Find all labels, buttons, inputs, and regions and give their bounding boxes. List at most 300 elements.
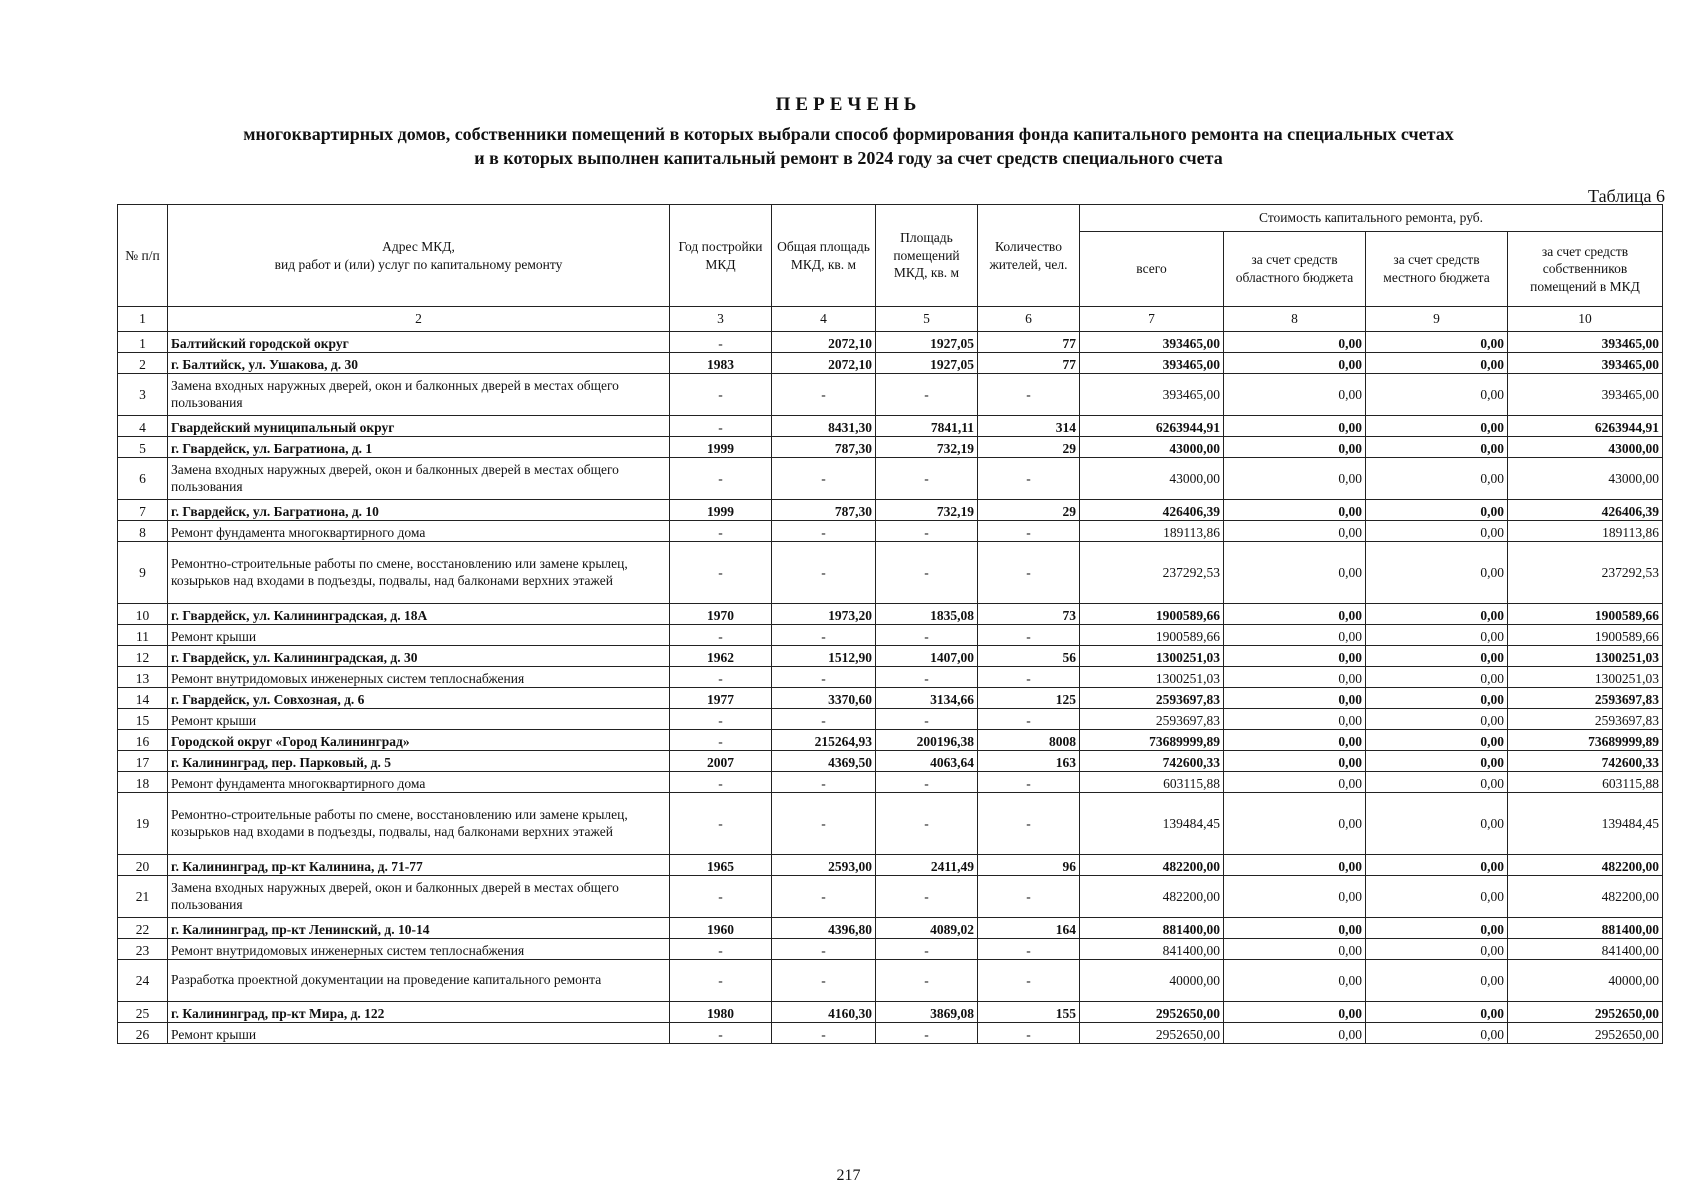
row-number: 20	[118, 855, 168, 876]
table-row	[118, 437, 1663, 458]
row-cost-regional: 0,00	[1224, 625, 1366, 646]
row-total-area: -	[772, 521, 876, 542]
row-residents: 77	[978, 332, 1080, 353]
row-cost-local: 0,00	[1366, 437, 1508, 458]
row-cost-regional: 0,00	[1224, 458, 1366, 500]
row-residents: -	[978, 1023, 1080, 1044]
row-year: -	[670, 667, 772, 688]
row-cost-regional: 0,00	[1224, 793, 1366, 855]
row-number: 15	[118, 709, 168, 730]
row-residents: -	[978, 521, 1080, 542]
table-row	[118, 332, 1663, 353]
row-year: -	[670, 730, 772, 751]
row-cost-total: 393465,00	[1080, 332, 1224, 353]
row-cost-owners: 393465,00	[1508, 332, 1663, 353]
row-year: -	[670, 793, 772, 855]
row-cost-local: 0,00	[1366, 688, 1508, 709]
row-year: 1999	[670, 500, 772, 521]
row-cost-local: 0,00	[1366, 918, 1508, 939]
row-number: 19	[118, 793, 168, 855]
column-number: 2	[168, 307, 670, 332]
header-total-area: Общая площадь МКД, кв. м	[772, 205, 876, 307]
row-cost-regional: 0,00	[1224, 353, 1366, 374]
header-cost-local: за счет средств местного бюджета	[1366, 232, 1508, 307]
row-cost-total: 2952650,00	[1080, 1002, 1224, 1023]
row-cost-owners: 1300251,03	[1508, 667, 1663, 688]
row-cost-regional: 0,00	[1224, 688, 1366, 709]
row-address: Замена входных наружных дверей, окон и балконных дверей в местах общего пользования	[168, 458, 670, 500]
row-cost-owners: 1300251,03	[1508, 646, 1663, 667]
row-rooms-area: 732,19	[876, 500, 978, 521]
row-number: 24	[118, 960, 168, 1002]
row-cost-local: 0,00	[1366, 646, 1508, 667]
document-subtitle-line1: многоквартирных домов, собственники помещений в которых выбрали способ формирования фонда капитального ремонта на специальных счетах	[243, 124, 1454, 144]
row-cost-owners: 43000,00	[1508, 458, 1663, 500]
column-number: 8	[1224, 307, 1366, 332]
row-cost-owners: 2593697,83	[1508, 688, 1663, 709]
row-number: 10	[118, 604, 168, 625]
row-address: Замена входных наружных дверей, окон и балконных дверей в местах общего пользования	[168, 374, 670, 416]
table-row	[118, 625, 1663, 646]
row-total-area: -	[772, 709, 876, 730]
header-rooms-area: Площадь помещений МКД, кв. м	[876, 205, 978, 307]
row-cost-regional: 0,00	[1224, 751, 1366, 772]
row-total-area: -	[772, 939, 876, 960]
row-cost-local: 0,00	[1366, 772, 1508, 793]
row-address: Ремонт крыши	[168, 709, 670, 730]
row-residents: -	[978, 876, 1080, 918]
row-address: г. Гвардейск, ул. Багратиона, д. 10	[168, 500, 670, 521]
row-cost-local: 0,00	[1366, 416, 1508, 437]
row-address: г. Гвардейск, ул. Калининградская, д. 18А	[168, 604, 670, 625]
row-cost-regional: 0,00	[1224, 667, 1366, 688]
row-cost-total: 393465,00	[1080, 374, 1224, 416]
row-rooms-area: -	[876, 667, 978, 688]
row-year: 1960	[670, 918, 772, 939]
row-total-area: 2072,10	[772, 353, 876, 374]
row-total-area: 787,30	[772, 437, 876, 458]
row-total-area: 3370,60	[772, 688, 876, 709]
row-address: г. Калининград, пр-кт Ленинский, д. 10-14	[168, 918, 670, 939]
row-cost-total: 482200,00	[1080, 855, 1224, 876]
row-number: 5	[118, 437, 168, 458]
table-row	[118, 458, 1663, 500]
row-address: Замена входных наружных дверей, окон и балконных дверей в местах общего пользования	[168, 876, 670, 918]
row-cost-total: 1300251,03	[1080, 646, 1224, 667]
row-number: 1	[118, 332, 168, 353]
row-year: -	[670, 960, 772, 1002]
row-year: -	[670, 625, 772, 646]
row-cost-total: 189113,86	[1080, 521, 1224, 542]
row-cost-local: 0,00	[1366, 793, 1508, 855]
table-row	[118, 416, 1663, 437]
row-cost-total: 2952650,00	[1080, 1023, 1224, 1044]
row-residents: -	[978, 625, 1080, 646]
row-total-area: 787,30	[772, 500, 876, 521]
row-year: -	[670, 332, 772, 353]
row-cost-owners: 237292,53	[1508, 542, 1663, 604]
row-rooms-area: 3134,66	[876, 688, 978, 709]
row-cost-owners: 1900589,66	[1508, 625, 1663, 646]
row-cost-local: 0,00	[1366, 500, 1508, 521]
header-cost-group: Стоимость капитального ремонта, руб.	[1080, 205, 1663, 232]
row-cost-total: 43000,00	[1080, 437, 1224, 458]
row-rooms-area: -	[876, 939, 978, 960]
row-total-area: -	[772, 542, 876, 604]
column-number: 1	[118, 307, 168, 332]
row-cost-local: 0,00	[1366, 332, 1508, 353]
row-address: Балтийский городской округ	[168, 332, 670, 353]
row-residents: -	[978, 960, 1080, 1002]
row-number: 4	[118, 416, 168, 437]
row-number: 7	[118, 500, 168, 521]
row-cost-owners: 2952650,00	[1508, 1002, 1663, 1023]
row-cost-local: 0,00	[1366, 353, 1508, 374]
row-cost-local: 0,00	[1366, 730, 1508, 751]
row-cost-owners: 1900589,66	[1508, 604, 1663, 625]
row-year: 1983	[670, 353, 772, 374]
row-residents: 155	[978, 1002, 1080, 1023]
row-number: 22	[118, 918, 168, 939]
row-cost-regional: 0,00	[1224, 604, 1366, 625]
row-cost-total: 881400,00	[1080, 918, 1224, 939]
row-residents: -	[978, 458, 1080, 500]
row-cost-owners: 73689999,89	[1508, 730, 1663, 751]
row-rooms-area: -	[876, 521, 978, 542]
table-row	[118, 793, 1663, 855]
row-year: 2007	[670, 751, 772, 772]
row-year: -	[670, 1023, 772, 1044]
header-cost-owners: за счет средств собственников помещений в МКД	[1508, 232, 1663, 307]
row-rooms-area: 1927,05	[876, 332, 978, 353]
row-year: -	[670, 542, 772, 604]
header-residents: Количество жителей, чел.	[978, 205, 1080, 307]
row-residents: -	[978, 939, 1080, 960]
row-number: 12	[118, 646, 168, 667]
row-year: -	[670, 939, 772, 960]
row-cost-owners: 742600,33	[1508, 751, 1663, 772]
row-residents: 314	[978, 416, 1080, 437]
row-total-area: -	[772, 793, 876, 855]
row-year: -	[670, 374, 772, 416]
row-total-area: -	[772, 772, 876, 793]
row-total-area: 4160,30	[772, 1002, 876, 1023]
row-rooms-area: 3869,08	[876, 1002, 978, 1023]
row-cost-total: 603115,88	[1080, 772, 1224, 793]
row-cost-owners: 393465,00	[1508, 353, 1663, 374]
row-cost-total: 393465,00	[1080, 353, 1224, 374]
row-cost-total: 426406,39	[1080, 500, 1224, 521]
row-number: 25	[118, 1002, 168, 1023]
row-number: 6	[118, 458, 168, 500]
row-total-area: 4396,80	[772, 918, 876, 939]
row-rooms-area: 200196,38	[876, 730, 978, 751]
row-residents: -	[978, 793, 1080, 855]
row-total-area: -	[772, 625, 876, 646]
row-cost-owners: 426406,39	[1508, 500, 1663, 521]
row-cost-regional: 0,00	[1224, 1023, 1366, 1044]
row-address: Гвардейский муниципальный округ	[168, 416, 670, 437]
row-cost-local: 0,00	[1366, 625, 1508, 646]
row-address: г. Гвардейск, ул. Совхозная, д. 6	[168, 688, 670, 709]
row-cost-owners: 603115,88	[1508, 772, 1663, 793]
row-cost-regional: 0,00	[1224, 772, 1366, 793]
row-cost-local: 0,00	[1366, 458, 1508, 500]
row-rooms-area: -	[876, 458, 978, 500]
row-address: Ремонтно-строительные работы по смене, восстановлению или замене крылец, козырьков над входами в подъезды, подвалы, над балконами верхних этажей	[168, 793, 670, 855]
header-cost-regional: за счет средств областного бюджета	[1224, 232, 1366, 307]
row-cost-regional: 0,00	[1224, 918, 1366, 939]
row-total-area: 215264,93	[772, 730, 876, 751]
table-row	[118, 521, 1663, 542]
row-cost-total: 2593697,83	[1080, 688, 1224, 709]
row-total-area: -	[772, 1023, 876, 1044]
row-rooms-area: -	[876, 772, 978, 793]
row-total-area: -	[772, 876, 876, 918]
row-number: 3	[118, 374, 168, 416]
row-cost-local: 0,00	[1366, 855, 1508, 876]
row-cost-local: 0,00	[1366, 521, 1508, 542]
row-address: г. Гвардейск, ул. Калининградская, д. 30	[168, 646, 670, 667]
row-total-area: -	[772, 374, 876, 416]
row-cost-total: 73689999,89	[1080, 730, 1224, 751]
row-rooms-area: -	[876, 625, 978, 646]
table-row	[118, 772, 1663, 793]
column-number: 3	[670, 307, 772, 332]
row-total-area: -	[772, 458, 876, 500]
row-rooms-area: -	[876, 1023, 978, 1044]
row-residents: 125	[978, 688, 1080, 709]
row-residents: 73	[978, 604, 1080, 625]
row-rooms-area: 732,19	[876, 437, 978, 458]
table-row	[118, 1023, 1663, 1044]
row-cost-local: 0,00	[1366, 542, 1508, 604]
row-cost-owners: 139484,45	[1508, 793, 1663, 855]
row-cost-total: 2593697,83	[1080, 709, 1224, 730]
row-year: 1977	[670, 688, 772, 709]
row-address: Ремонт фундамента многоквартирного дома	[168, 521, 670, 542]
row-residents: -	[978, 709, 1080, 730]
row-year: -	[670, 416, 772, 437]
row-cost-regional: 0,00	[1224, 374, 1366, 416]
row-total-area: -	[772, 960, 876, 1002]
row-cost-total: 482200,00	[1080, 876, 1224, 918]
row-address: Разработка проектной документации на проведение капитального ремонта	[168, 960, 670, 1002]
row-cost-regional: 0,00	[1224, 521, 1366, 542]
row-cost-owners: 43000,00	[1508, 437, 1663, 458]
row-address: Ремонт внутридомовых инженерных систем теплоснабжения	[168, 667, 670, 688]
column-number: 9	[1366, 307, 1508, 332]
row-cost-local: 0,00	[1366, 1023, 1508, 1044]
row-address: Городской округ «Город Калининград»	[168, 730, 670, 751]
row-cost-regional: 0,00	[1224, 1002, 1366, 1023]
row-year: -	[670, 521, 772, 542]
row-number: 9	[118, 542, 168, 604]
table-row	[118, 918, 1663, 939]
row-cost-local: 0,00	[1366, 709, 1508, 730]
row-cost-regional: 0,00	[1224, 500, 1366, 521]
row-residents: 29	[978, 500, 1080, 521]
row-cost-regional: 0,00	[1224, 646, 1366, 667]
row-cost-regional: 0,00	[1224, 939, 1366, 960]
row-rooms-area: 1835,08	[876, 604, 978, 625]
row-residents: -	[978, 667, 1080, 688]
table-row	[118, 1002, 1663, 1023]
row-total-area: 1512,90	[772, 646, 876, 667]
buildings-table	[117, 204, 1663, 1044]
row-total-area: 2072,10	[772, 332, 876, 353]
row-address: Ремонт крыши	[168, 625, 670, 646]
row-year: 1980	[670, 1002, 772, 1023]
row-cost-total: 139484,45	[1080, 793, 1224, 855]
row-number: 17	[118, 751, 168, 772]
row-residents: 8008	[978, 730, 1080, 751]
header-year: Год постройки МКД	[670, 205, 772, 307]
row-rooms-area: 4063,64	[876, 751, 978, 772]
table-row	[118, 939, 1663, 960]
row-address: Ремонт внутридомовых инженерных систем теплоснабжения	[168, 939, 670, 960]
table-row	[118, 374, 1663, 416]
row-cost-local: 0,00	[1366, 939, 1508, 960]
row-cost-local: 0,00	[1366, 667, 1508, 688]
row-cost-owners: 841400,00	[1508, 939, 1663, 960]
row-rooms-area: -	[876, 542, 978, 604]
row-address: г. Калининград, пр-кт Калинина, д. 71-77	[168, 855, 670, 876]
row-cost-regional: 0,00	[1224, 730, 1366, 751]
row-rooms-area: -	[876, 876, 978, 918]
table-row	[118, 353, 1663, 374]
row-rooms-area: 1927,05	[876, 353, 978, 374]
table-row	[118, 667, 1663, 688]
row-rooms-area: 1407,00	[876, 646, 978, 667]
row-number: 23	[118, 939, 168, 960]
table-row	[118, 500, 1663, 521]
row-cost-regional: 0,00	[1224, 876, 1366, 918]
row-rooms-area: -	[876, 709, 978, 730]
row-cost-owners: 2952650,00	[1508, 1023, 1663, 1044]
row-rooms-area: 7841,11	[876, 416, 978, 437]
row-residents: 29	[978, 437, 1080, 458]
table-row	[118, 646, 1663, 667]
row-cost-total: 43000,00	[1080, 458, 1224, 500]
row-cost-total: 40000,00	[1080, 960, 1224, 1002]
table-row	[118, 730, 1663, 751]
row-cost-owners: 482200,00	[1508, 876, 1663, 918]
row-cost-regional: 0,00	[1224, 960, 1366, 1002]
row-cost-regional: 0,00	[1224, 542, 1366, 604]
column-number: 10	[1508, 307, 1663, 332]
page-number: 217	[836, 1167, 861, 1184]
row-cost-local: 0,00	[1366, 604, 1508, 625]
row-cost-local: 0,00	[1366, 960, 1508, 1002]
row-cost-total: 237292,53	[1080, 542, 1224, 604]
row-cost-regional: 0,00	[1224, 416, 1366, 437]
row-year: -	[670, 772, 772, 793]
row-rooms-area: 4089,02	[876, 918, 978, 939]
row-address: г. Калининград, пер. Парковый, д. 5	[168, 751, 670, 772]
row-address: Ремонтно-строительные работы по смене, восстановлению или замене крылец, козырьков над входами в подъезды, подвалы, над балконами верхних этажей	[168, 542, 670, 604]
table-row	[118, 876, 1663, 918]
table-row	[118, 542, 1663, 604]
row-cost-regional: 0,00	[1224, 709, 1366, 730]
row-total-area: 8431,30	[772, 416, 876, 437]
table-row	[118, 855, 1663, 876]
row-total-area: 4369,50	[772, 751, 876, 772]
row-cost-total: 1300251,03	[1080, 667, 1224, 688]
row-cost-local: 0,00	[1366, 751, 1508, 772]
row-cost-owners: 393465,00	[1508, 374, 1663, 416]
row-rooms-area: -	[876, 793, 978, 855]
table-body	[118, 332, 1663, 1044]
column-number: 7	[1080, 307, 1224, 332]
row-rooms-area: -	[876, 374, 978, 416]
row-year: -	[670, 709, 772, 730]
row-address: г. Калининград, пр-кт Мира, д. 122	[168, 1002, 670, 1023]
row-number: 8	[118, 521, 168, 542]
row-cost-owners: 2593697,83	[1508, 709, 1663, 730]
table-row	[118, 960, 1663, 1002]
row-total-area: 2593,00	[772, 855, 876, 876]
document-title: ПЕРЕЧЕНЬ	[775, 94, 922, 115]
row-address: г. Гвардейск, ул. Багратиона, д. 1	[168, 437, 670, 458]
row-residents: -	[978, 772, 1080, 793]
row-cost-total: 1900589,66	[1080, 604, 1224, 625]
row-year: 1962	[670, 646, 772, 667]
row-cost-owners: 40000,00	[1508, 960, 1663, 1002]
row-cost-local: 0,00	[1366, 374, 1508, 416]
row-cost-total: 841400,00	[1080, 939, 1224, 960]
row-residents: 56	[978, 646, 1080, 667]
row-cost-owners: 482200,00	[1508, 855, 1663, 876]
row-cost-regional: 0,00	[1224, 332, 1366, 353]
column-number: 4	[772, 307, 876, 332]
row-total-area: -	[772, 667, 876, 688]
row-residents: 164	[978, 918, 1080, 939]
table-row	[118, 751, 1663, 772]
table-row	[118, 604, 1663, 625]
column-number: 6	[978, 307, 1080, 332]
table-row	[118, 709, 1663, 730]
row-year: 1999	[670, 437, 772, 458]
row-cost-total: 6263944,91	[1080, 416, 1224, 437]
row-year: 1965	[670, 855, 772, 876]
table-row	[118, 688, 1663, 709]
row-cost-regional: 0,00	[1224, 437, 1366, 458]
row-cost-total: 1900589,66	[1080, 625, 1224, 646]
column-numbers-row	[118, 307, 1663, 332]
row-residents: 163	[978, 751, 1080, 772]
row-cost-local: 0,00	[1366, 876, 1508, 918]
document-subtitle-line2: и в которых выполнен капитальный ремонт в 2024 году за счет средств специального счета	[474, 148, 1223, 168]
row-number: 2	[118, 353, 168, 374]
row-address: г. Балтийск, ул. Ушакова, д. 30	[168, 353, 670, 374]
row-number: 26	[118, 1023, 168, 1044]
row-residents: 96	[978, 855, 1080, 876]
column-number: 5	[876, 307, 978, 332]
row-cost-owners: 881400,00	[1508, 918, 1663, 939]
header-cost-total: всего	[1080, 232, 1224, 307]
header-address: Адрес МКД, вид работ и (или) услуг по капитальному ремонту	[168, 205, 670, 307]
row-residents: -	[978, 542, 1080, 604]
row-rooms-area: 2411,49	[876, 855, 978, 876]
row-year: -	[670, 876, 772, 918]
row-year: -	[670, 458, 772, 500]
row-total-area: 1973,20	[772, 604, 876, 625]
row-number: 21	[118, 876, 168, 918]
row-cost-owners: 189113,86	[1508, 521, 1663, 542]
row-number: 13	[118, 667, 168, 688]
row-address: Ремонт фундамента многоквартирного дома	[168, 772, 670, 793]
